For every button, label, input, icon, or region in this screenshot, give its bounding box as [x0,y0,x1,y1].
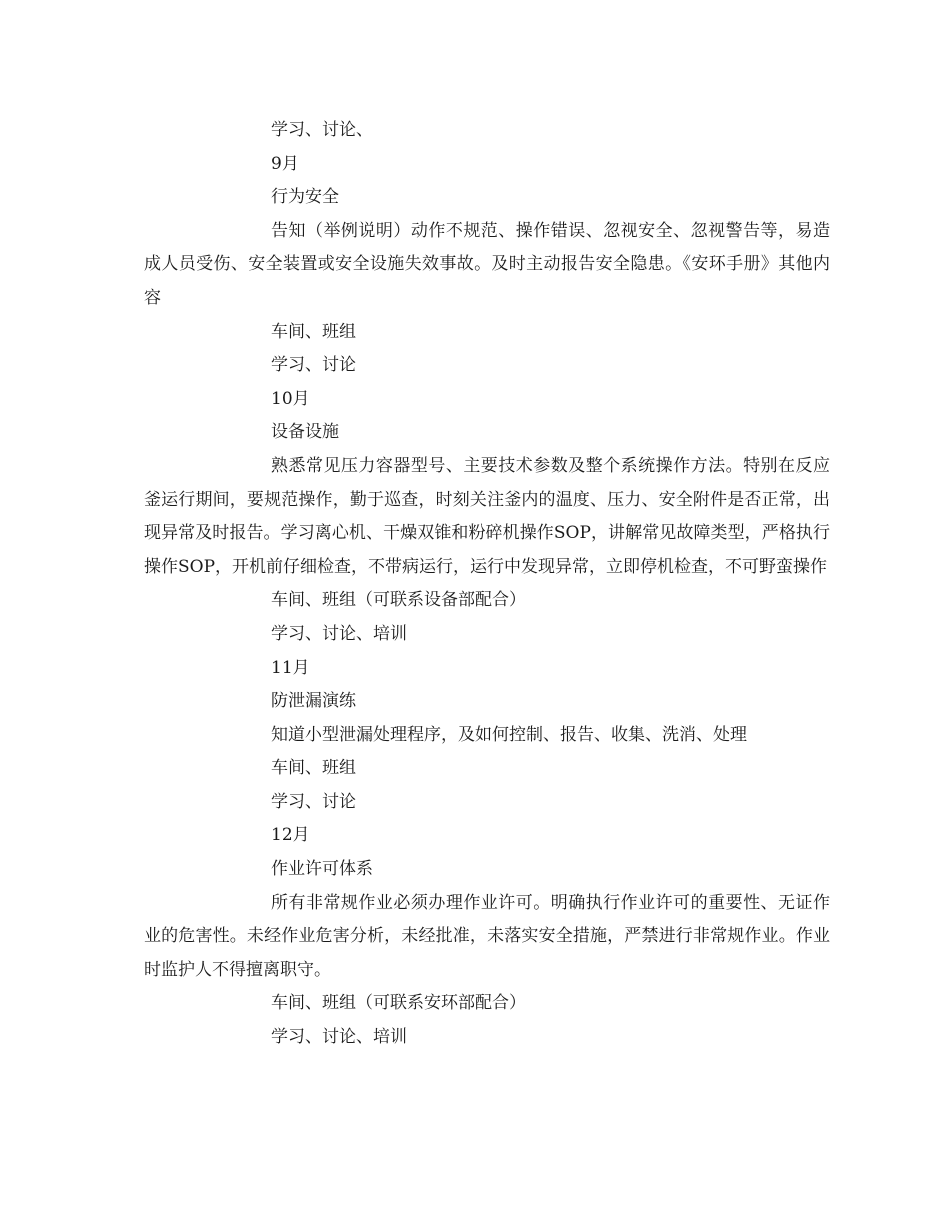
topic-heading: 作业许可体系 [271,859,373,880]
text-line: 车间、班组 [271,321,356,342]
month-heading: 9月 [271,153,299,174]
text-line: 车间、班组（可联系设备部配合） [271,590,526,611]
month-heading: 12月 [271,825,310,846]
text-line: 知道小型泄漏处理程序，及如何控制、报告、收集、洗消、处理 [271,724,747,745]
topic-heading: 行为安全 [271,187,339,208]
text-line: 车间、班组（可联系安环部配合） [271,993,526,1014]
text-line: 学习、讨论 [271,791,356,812]
document-body [144,114,830,1055]
text-line: 学习、讨论、培训 [271,623,407,644]
content-paragraph: 熟悉常见压力容器型号、主要技术参数及整个系统操作方法。特别在反应釜运行期间，要规范操作，勤于巡查，时刻关注釜内的温度、压力、安全附件是否正常，出现异常及时报告。学习离心机、干燥双锥和粉碎机操作SOP，讲解常见故障类型，严格执行操作SOP，开机前仔细检查，不带病运行，运行中发现异常，立即停机检查，不可野蛮操作 [144,455,830,577]
text-line: 车间、班组 [271,758,356,779]
month-heading: 11月 [271,657,310,678]
topic-heading: 设备设施 [271,422,339,443]
text-line: 学习、讨论、培训 [271,1027,407,1048]
content-paragraph: 所有非常规作业必须办理作业许可。明确执行作业许可的重要性、无证作业的危害性。未经作业危害分析，未经批准，未落实安全措施，严禁进行非常规作业。作业时监护人不得擅离职守。 [144,892,830,980]
text-line: 学习、讨论、 [271,120,373,140]
content-paragraph: 告知（举例说明）动作不规范、操作错误、忽视安全、忽视警告等，易造成人员受伤、安全装置或安全设施失效事故。及时主动报告安全隐患。《安环手册》其他内容 [144,220,830,308]
month-heading: 10月 [271,388,310,409]
text-line: 学习、讨论 [271,355,356,376]
topic-heading: 防泄漏演练 [271,691,356,712]
